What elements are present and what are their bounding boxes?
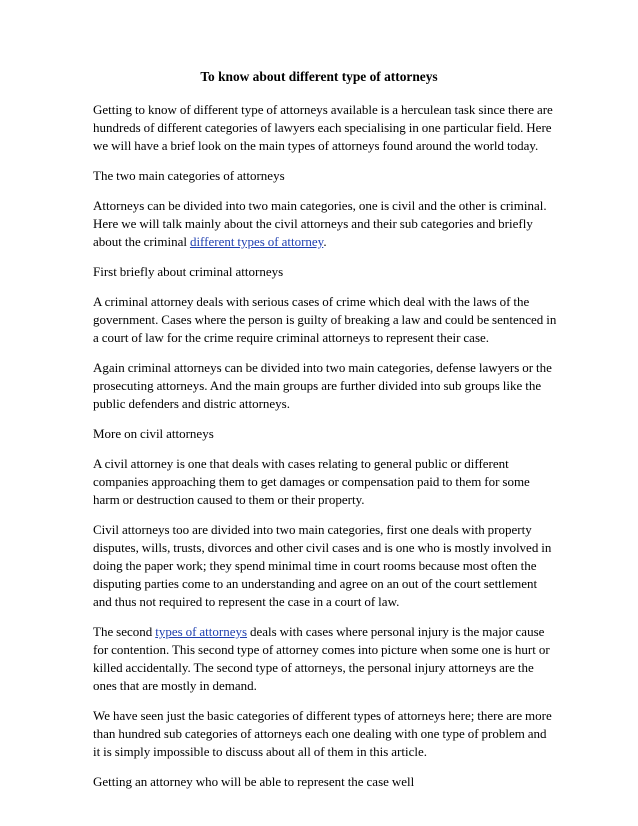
- paragraph-civil-attorney: [93, 455, 553, 509]
- paragraph-categories: [93, 197, 553, 251]
- text-line: Civil attorneys too are divided into two main categories, first one deals with property: [93, 522, 532, 537]
- text-fragment: about the criminal: [93, 234, 190, 249]
- text-line: More on civil attorneys: [93, 426, 214, 441]
- text-line: Again criminal attorneys can be divided into two main categories, defense lawyers or the: [93, 360, 552, 375]
- text-fragment: deals with cases where personal injury is the major cause: [247, 624, 545, 639]
- text-line: government. Cases where the person is guilty of breaking a law and could be sentenced in: [93, 312, 557, 327]
- text-line: we will have a brief look on the main types of attorneys found around the world today.: [93, 138, 539, 153]
- text-line-with-link: [93, 623, 553, 641]
- text-line: Attorneys can be divided into two main categories, one is civil and the other is criminal.: [93, 198, 547, 213]
- paragraph-criminal-attorney: [93, 293, 557, 347]
- text-line: The two main categories of attorneys: [93, 168, 285, 183]
- section-heading-getting-attorney: [93, 773, 553, 791]
- text-fragment: .: [323, 234, 327, 249]
- text-line-with-link: [93, 233, 553, 251]
- document-body: [93, 101, 557, 803]
- text-line: companies approaching them to get damages or compensation paid to them for some: [93, 474, 530, 489]
- text-fragment: The second: [93, 624, 156, 639]
- text-line: harm or destruction caused to them or their property.: [93, 492, 365, 507]
- section-heading-civil: [93, 425, 553, 443]
- text-line: Here we will talk mainly about the civil attorneys and their sub categories and briefly: [93, 216, 533, 231]
- text-line: public defenders and distric attorneys.: [93, 396, 290, 411]
- text-line: A civil attorney is one that deals with cases relating to general public or different: [93, 456, 509, 471]
- paragraph-summary: [93, 707, 553, 761]
- text-line: We have seen just the basic categories of different types of attorneys here; there are more: [93, 708, 552, 723]
- text-line: disputing parties come to an understanding and agree on an out of the court settlement: [93, 576, 538, 591]
- text-line: Getting to know of different type of attorneys available is a herculean task since there are: [93, 102, 553, 117]
- text-line: Getting an attorney who will be able to represent the case well: [93, 774, 415, 789]
- paragraph-personal-injury: [93, 623, 553, 695]
- link-types-of-attorneys[interactable]: types of attorneys: [155, 624, 248, 639]
- text-line: A criminal attorney deals with serious cases of crime which deal with the laws of the: [93, 294, 530, 309]
- text-line: it is simply impossible to discuss about all of them in this article.: [93, 744, 428, 759]
- text-line: killed accidentally. The second type of attorneys, the personal injury attorneys are the: [93, 660, 534, 675]
- text-line: prosecuting attorneys. And the main groups are further divided into sub groups like the: [93, 378, 542, 393]
- text-line: for contention. This second type of attorney comes into picture when some one is hurt or: [93, 642, 550, 657]
- section-heading-criminal: [93, 263, 553, 281]
- text-line: doing the paper work; they spend minimal time in court rooms because most often the: [93, 558, 537, 573]
- text-line: hundreds of different categories of lawyers each specialising in one particular field. Here: [93, 120, 552, 135]
- text-line: disputes, wills, trusts, divorces and other civil cases and is one who is mostly involved in: [93, 540, 552, 555]
- section-heading-two-main-categories: [93, 167, 553, 185]
- text-line: and thus not required to represent the case in a court of law.: [93, 594, 400, 609]
- link-different-types-of-attorney[interactable]: different types of attorney: [189, 234, 324, 249]
- text-line: ones that are mostly in demand.: [93, 678, 257, 693]
- paragraph-intro: [93, 101, 553, 155]
- text-line: First briefly about criminal attorneys: [93, 264, 284, 279]
- paragraph-civil-categories: [93, 521, 553, 611]
- text-line: a court of law for the crime require criminal attorneys to represent their case.: [93, 330, 490, 345]
- document-title: To know about different type of attorneys: [200, 69, 438, 84]
- text-line: than hundred sub categories of attorneys each one dealing with one type of problem and: [93, 726, 547, 741]
- paragraph-criminal-groups: [93, 359, 553, 413]
